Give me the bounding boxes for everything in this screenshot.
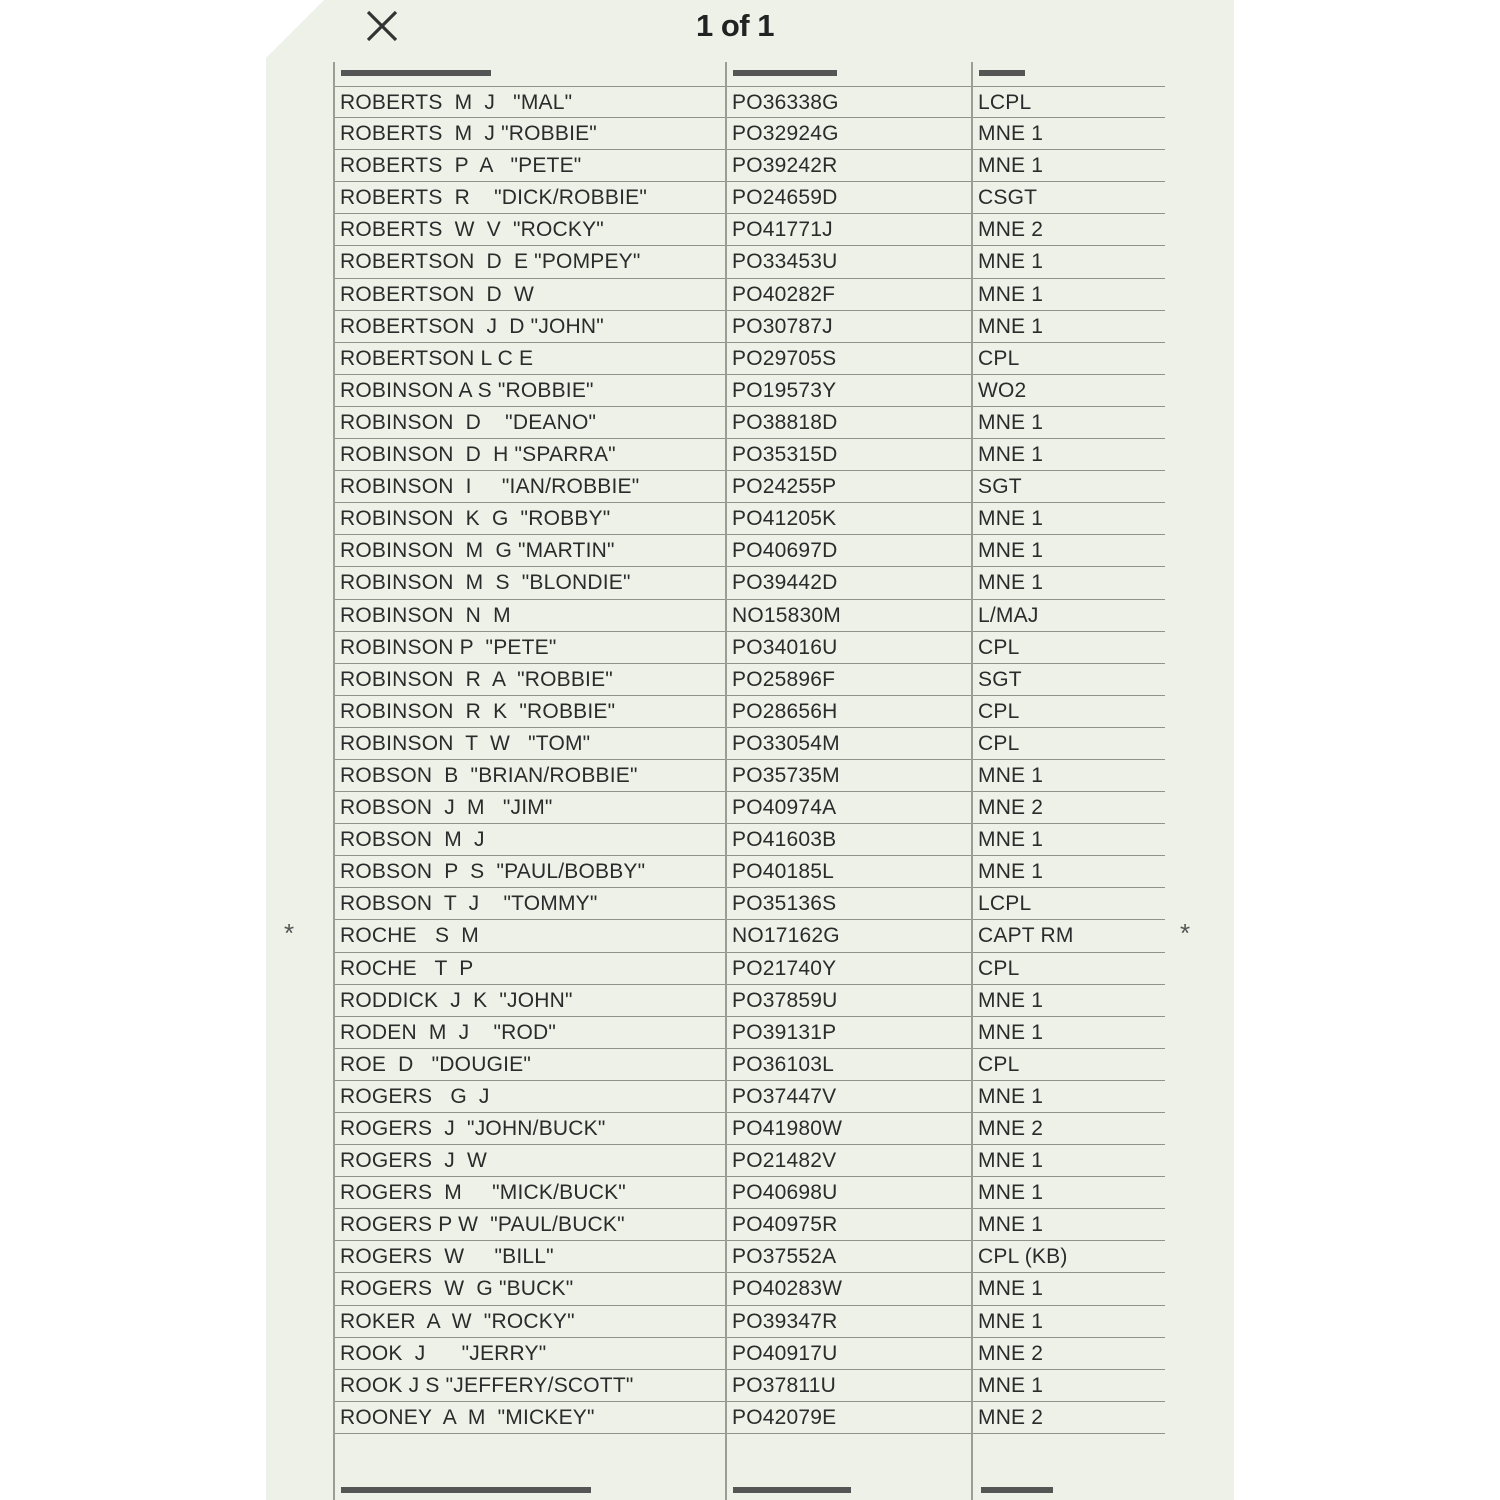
rank-cell: MNE 1 [978, 1181, 1044, 1205]
service-number-cell: PO39131P [732, 1020, 837, 1044]
name-cell: ROBSON J M "JIM" [340, 796, 553, 820]
rank-cell: MNE 1 [978, 282, 1044, 306]
table-row [333, 246, 1165, 278]
rank-cell: MNE 2 [978, 1341, 1044, 1365]
service-number-cell: PO37552A [732, 1245, 837, 1269]
rank-cell: MNE 2 [978, 218, 1044, 242]
service-number-cell: PO25896F [732, 667, 836, 691]
name-cell: ROBINSON M G "MARTIN" [340, 539, 615, 563]
table-row [333, 407, 1165, 439]
rank-cell: SGT [978, 667, 1022, 691]
service-number-cell: PO41205K [732, 507, 837, 531]
table-row [333, 760, 1165, 792]
service-number-cell: PO30787J [732, 314, 833, 338]
service-number-cell: PO34016U [732, 635, 838, 659]
close-button[interactable] [362, 6, 402, 46]
table-row [333, 1081, 1165, 1113]
service-number-cell: PO21482V [732, 1149, 837, 1173]
service-number-cell: NO17162G [732, 924, 840, 948]
table-row [333, 279, 1165, 311]
service-number-cell: PO40697D [732, 539, 838, 563]
name-cell: ROBINSON R K "ROBBIE" [340, 699, 616, 723]
rank-cell: MNE 1 [978, 122, 1044, 146]
service-number-cell: PO40282F [732, 282, 836, 306]
name-cell: ROBERTS M J "MAL" [340, 91, 573, 114]
name-cell: RODDICK J K "JOHN" [340, 988, 573, 1012]
name-cell: ROBERTS W V "ROCKY" [340, 218, 604, 242]
name-cell: ROBINSON M S "BLONDIE" [340, 571, 631, 595]
name-cell: ROBINSON D H "SPARRA" [340, 443, 616, 467]
name-cell: ROOK J S "JEFFERY/SCOTT" [340, 1373, 634, 1397]
name-cell: ROGERS W G "BUCK" [340, 1277, 574, 1301]
rank-cell: MNE 1 [978, 1149, 1044, 1173]
table-row [333, 343, 1165, 375]
table-row [333, 439, 1165, 471]
service-number-cell: PO36338G [732, 91, 839, 114]
rank-cell: LCPL [978, 892, 1032, 916]
rank-cell: MNE 1 [978, 1309, 1044, 1333]
table-row [333, 535, 1165, 567]
rank-cell: MNE 1 [978, 571, 1044, 595]
table-row [333, 953, 1165, 985]
rank-cell: MNE 1 [978, 250, 1044, 274]
name-cell: ROOK J "JERRY" [340, 1341, 547, 1365]
service-number-cell: PO35735M [732, 763, 840, 787]
table-row [333, 86, 1165, 118]
rank-cell: MNE 1 [978, 410, 1044, 434]
service-number-cell: PO39442D [732, 571, 838, 595]
table-row [333, 1177, 1165, 1209]
rank-cell: MNE 1 [978, 1373, 1044, 1397]
name-cell: ROBERTS P A "PETE" [340, 154, 582, 178]
table-row [333, 471, 1165, 503]
name-cell: ROBSON T J "TOMMY" [340, 892, 598, 916]
rank-cell: MNE 1 [978, 539, 1044, 563]
table-row [333, 1338, 1165, 1370]
name-cell: ROGERS M "MICK/BUCK" [340, 1181, 626, 1205]
table-row [333, 664, 1165, 696]
service-number-cell: PO39242R [732, 154, 838, 178]
service-number-cell: PO37859U [732, 988, 838, 1012]
rank-cell: MNE 1 [978, 1277, 1044, 1301]
rank-cell: CSGT [978, 186, 1038, 210]
name-cell: ROBERTSON L C E [340, 346, 534, 370]
name-cell: ROGERS G J [340, 1084, 490, 1108]
service-number-cell: PO37447V [732, 1084, 837, 1108]
name-cell: ROBERTS R "DICK/ROBBIE" [340, 186, 647, 210]
service-number-cell: PO32924G [732, 122, 839, 146]
service-number-cell: PO38818D [732, 410, 838, 434]
table-row [333, 503, 1165, 535]
rank-cell: CPL [978, 1052, 1020, 1076]
rank-cell: SGT [978, 475, 1022, 499]
table-row [333, 985, 1165, 1017]
name-cell: ROBINSON A S "ROBBIE" [340, 378, 594, 402]
service-number-cell: PO42079E [732, 1405, 837, 1429]
table-row [333, 1145, 1165, 1177]
table-row [333, 311, 1165, 343]
service-number-cell: PO40975R [732, 1213, 838, 1237]
name-cell: ROBINSON D "DEANO" [340, 410, 597, 434]
rank-cell: MNE 1 [978, 443, 1044, 467]
name-cell: ROBERTSON J D "JOHN" [340, 314, 604, 338]
name-cell: ROBINSON N M [340, 603, 511, 627]
table-row [333, 1306, 1165, 1338]
name-cell: ROE D "DOUGIE" [340, 1052, 531, 1076]
service-number-cell: PO39347R [732, 1309, 838, 1333]
rank-cell: MNE 1 [978, 1213, 1044, 1237]
service-number-cell: PO41603B [732, 828, 837, 852]
service-number-cell: PO40974A [732, 796, 837, 820]
service-number-cell: PO35315D [732, 443, 838, 467]
table-row [333, 824, 1165, 856]
rank-cell: MNE 2 [978, 796, 1044, 820]
service-number-cell: PO19573Y [732, 378, 837, 402]
service-number-cell: PO35136S [732, 892, 837, 916]
rank-cell: MNE 1 [978, 988, 1044, 1012]
name-cell: RODEN M J "ROD" [340, 1020, 557, 1044]
service-number-cell: PO29705S [732, 346, 837, 370]
table-row [333, 1370, 1165, 1402]
table-row [333, 118, 1165, 150]
service-number-cell: PO40917U [732, 1341, 838, 1365]
cut-off-text-fragment [333, 62, 1165, 86]
table-row [333, 1402, 1165, 1434]
rank-cell: MNE 2 [978, 1405, 1044, 1429]
page-fold [266, 0, 324, 58]
table-row [333, 888, 1165, 920]
rank-cell: MNE 1 [978, 154, 1044, 178]
rank-cell: MNE 1 [978, 763, 1044, 787]
table-row [333, 567, 1165, 599]
service-number-cell: PO40698U [732, 1181, 838, 1205]
cut-off-row-top [333, 62, 1165, 86]
service-number-cell: PO33453U [732, 250, 838, 274]
service-number-cell: PO41980W [732, 1117, 843, 1140]
name-cell: ROBINSON P "PETE" [340, 635, 557, 659]
table-row [333, 375, 1165, 407]
table-row [333, 182, 1165, 214]
table-row [333, 696, 1165, 728]
table-row [333, 920, 1165, 952]
service-number-cell: PO40185L [732, 860, 835, 884]
rank-cell: CPL [978, 731, 1020, 755]
name-cell: ROCHE S M [340, 924, 479, 948]
column-divider [333, 62, 335, 1500]
service-number-cell: PO24255P [732, 475, 837, 499]
rank-cell: MNE 1 [978, 1084, 1044, 1108]
table-row [333, 1049, 1165, 1081]
name-cell: ROCHE T P [340, 956, 474, 980]
name-cell: ROGERS P W "PAUL/BUCK" [340, 1213, 625, 1237]
name-cell: ROBERTSON D W [340, 282, 534, 306]
table-row [333, 728, 1165, 760]
name-cell: ROBSON M J [340, 828, 485, 852]
name-cell: ROBERTSON D E "POMPEY" [340, 250, 641, 274]
service-number-cell: PO24659D [732, 186, 838, 210]
rank-cell: MNE 2 [978, 1117, 1044, 1140]
rank-cell: MNE 1 [978, 1020, 1044, 1044]
service-number-cell: PO37811U [732, 1373, 836, 1397]
name-cell: ROBERTS M J "ROBBIE" [340, 122, 597, 146]
name-cell: ROONEY A M "MICKEY" [340, 1405, 595, 1429]
service-number-cell: PO21740Y [732, 956, 837, 980]
service-number-cell: PO33054M [732, 731, 840, 755]
table-row [333, 1113, 1165, 1145]
table-row [333, 600, 1165, 632]
name-cell: ROBINSON R A "ROBBIE" [340, 667, 613, 691]
table-row [333, 632, 1165, 664]
name-cell: ROBINSON K G "ROBBY" [340, 507, 611, 531]
service-number-cell: NO15830M [732, 603, 841, 627]
rank-cell: MNE 1 [978, 828, 1044, 852]
table-row [333, 1017, 1165, 1049]
name-cell: ROBINSON T W "TOM" [340, 731, 591, 755]
rank-cell: L/MAJ [978, 603, 1039, 627]
margin-mark-right: * [1180, 918, 1191, 948]
name-cell: ROGERS J W [340, 1149, 488, 1173]
service-number-cell: PO40283W [732, 1277, 843, 1301]
service-number-cell: PO28656H [732, 699, 838, 723]
table-row [333, 792, 1165, 824]
page-counter: 1 of 1 [696, 8, 774, 43]
roster-table [333, 62, 1165, 1500]
rank-cell: WO2 [978, 378, 1027, 402]
name-cell: ROBSON P S "PAUL/BOBBY" [340, 860, 646, 884]
rank-cell: CPL [978, 635, 1020, 659]
name-cell: ROKER A W "ROCKY" [340, 1309, 575, 1333]
rank-cell: CAPT RM [978, 924, 1074, 948]
column-divider [971, 62, 973, 1500]
column-divider [725, 62, 727, 1500]
table-row [333, 856, 1165, 888]
name-cell: ROBSON B "BRIAN/ROBBIE" [340, 763, 638, 787]
rank-cell: CPL (KB) [978, 1245, 1068, 1269]
rank-cell: MNE 1 [978, 507, 1044, 531]
table-row [333, 150, 1165, 182]
name-cell: ROGERS W "BILL" [340, 1245, 554, 1269]
close-icon [362, 6, 402, 46]
service-number-cell: PO36103L [732, 1052, 835, 1076]
name-cell: ROBINSON I "IAN/ROBBIE" [340, 475, 640, 499]
cut-off-row-bottom [333, 1471, 1165, 1499]
service-number-cell: PO41771J [732, 218, 833, 242]
rank-cell: CPL [978, 699, 1020, 723]
rank-cell: CPL [978, 346, 1020, 370]
rank-cell: LCPL [978, 91, 1032, 114]
table-row [333, 214, 1165, 246]
rank-cell: MNE 1 [978, 314, 1044, 338]
rank-cell: CPL [978, 956, 1020, 980]
margin-mark-left: * [284, 918, 295, 948]
cut-off-text-fragment [333, 1471, 1165, 1499]
roster-rows [333, 86, 1165, 1434]
table-row [333, 1209, 1165, 1241]
table-row [333, 1241, 1165, 1273]
name-cell: ROGERS J "JOHN/BUCK" [340, 1117, 606, 1140]
rank-cell: MNE 1 [978, 860, 1044, 884]
table-row [333, 1273, 1165, 1305]
